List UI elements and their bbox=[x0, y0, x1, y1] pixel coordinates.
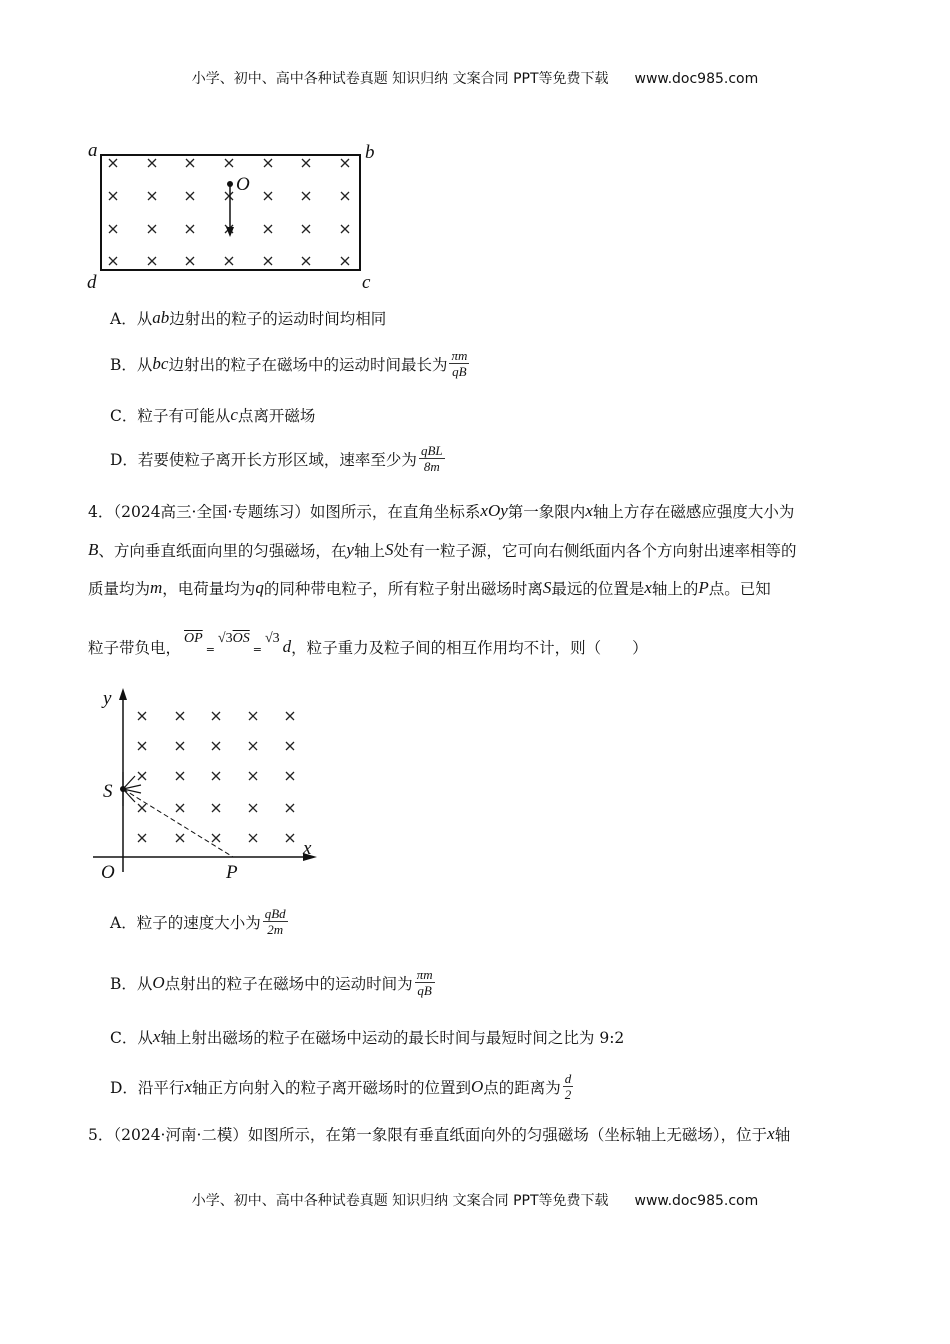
field-cross-mark bbox=[109, 257, 117, 265]
fraction bbox=[263, 906, 288, 937]
label-o: O bbox=[101, 862, 115, 882]
text-segment: 粒子带负电， bbox=[88, 639, 182, 657]
field-cross-mark bbox=[249, 742, 257, 750]
fraction-denominator: 8m bbox=[423, 459, 440, 474]
field-cross-mark bbox=[286, 804, 294, 812]
q5-stem-line-1 bbox=[88, 1123, 790, 1145]
sqrt-sign: √ bbox=[217, 631, 226, 646]
field-cross-mark bbox=[286, 742, 294, 750]
field-cross-mark bbox=[109, 225, 117, 233]
field-cross-mark bbox=[249, 804, 257, 812]
text-segment: 点。已知 bbox=[708, 580, 771, 598]
fraction-numerator: πm bbox=[416, 967, 433, 982]
math-variable: bc bbox=[152, 353, 169, 373]
text-segment: ，电荷量均为 bbox=[162, 580, 256, 598]
q4-option-c[interactable] bbox=[110, 1026, 624, 1048]
field-cross-mark bbox=[225, 159, 233, 167]
field-cross-mark bbox=[138, 834, 146, 842]
label-p: P bbox=[226, 862, 238, 882]
math-variable: x bbox=[184, 1076, 192, 1096]
figure-coordinate-field bbox=[85, 682, 325, 882]
math-variable: x bbox=[585, 501, 593, 520]
field-cross-mark bbox=[302, 159, 310, 167]
field-cross-mark bbox=[138, 742, 146, 750]
q4-stem-line-4 bbox=[88, 631, 648, 658]
field-cross-mark bbox=[286, 834, 294, 842]
sqrt-sign: √ bbox=[264, 631, 273, 646]
page-footer bbox=[0, 1190, 950, 1210]
overline-segment: $\overline{OP}$ bbox=[184, 631, 203, 646]
figure-rect-magnetic-field bbox=[80, 138, 390, 298]
field-cross-mark bbox=[264, 225, 272, 233]
field-cross-mark bbox=[176, 804, 184, 812]
field-cross-mark bbox=[212, 742, 220, 750]
text-segment: 最远的位置是 bbox=[551, 580, 645, 598]
text-segment: B．从 bbox=[110, 355, 153, 374]
field-cross-mark bbox=[264, 257, 272, 265]
text-segment: 边射出的粒子的运动时间均相同 bbox=[169, 310, 387, 328]
text-segment: 4．（2024高三·全国·专题练习）如图所示，在直角坐标系 bbox=[88, 503, 481, 521]
field-cross-mark bbox=[249, 712, 257, 720]
field-cross-mark bbox=[341, 257, 349, 265]
q3-option-c[interactable] bbox=[110, 404, 315, 426]
field-cross-mark bbox=[225, 257, 233, 265]
math-variable: P bbox=[698, 578, 709, 597]
text-segment: 轴上方存在磁感应强度大小为 bbox=[592, 503, 795, 521]
field-cross-mark bbox=[148, 192, 156, 200]
math-variable: B bbox=[88, 540, 99, 559]
footer-text: 小学、初中、高中各种试卷真题 知识归纳 文案合同 PPT等免费下载 bbox=[191, 1193, 609, 1209]
q4-stem-line-2 bbox=[88, 539, 796, 561]
page-header bbox=[0, 68, 950, 88]
fraction-numerator: πm bbox=[451, 348, 468, 363]
field-cross-mark bbox=[212, 804, 220, 812]
field-cross-mark bbox=[138, 804, 146, 812]
field-cross-mark bbox=[148, 225, 156, 233]
text-segment: 轴上的 bbox=[651, 580, 699, 598]
text-segment: 轴正方向射入的粒子离开磁场时的位置到 bbox=[191, 1078, 471, 1097]
math-variable: m bbox=[150, 578, 163, 597]
q3-option-a[interactable] bbox=[110, 307, 386, 329]
q4-option-b[interactable] bbox=[110, 967, 437, 998]
label-d: d bbox=[87, 272, 97, 293]
field-cross-mark bbox=[341, 159, 349, 167]
sqrt-radicand: 3 bbox=[225, 631, 233, 646]
math-variable: c bbox=[230, 405, 238, 424]
footer-url: www.doc985.com bbox=[634, 1193, 759, 1209]
math-variable: x bbox=[767, 1124, 775, 1143]
field-cross-mark bbox=[249, 834, 257, 842]
math-variable: x bbox=[152, 1027, 161, 1046]
field-cross-mark bbox=[212, 712, 220, 720]
text-segment: 的同种带电粒子，所有粒子射出磁场时离 bbox=[263, 580, 543, 598]
field-crosses bbox=[109, 159, 349, 265]
sqrt-expression bbox=[265, 631, 280, 647]
text-segment: A．从 bbox=[110, 310, 153, 328]
text-segment: 质量均为 bbox=[88, 580, 151, 598]
fraction-denominator: 2m bbox=[267, 922, 284, 937]
text-segment: D．若要使粒子离开长方形区域，速率至少为 bbox=[110, 450, 417, 469]
field-cross-mark bbox=[286, 712, 294, 720]
field-crosses bbox=[138, 712, 294, 842]
q4-stem-line-1 bbox=[88, 500, 794, 522]
field-cross-mark bbox=[212, 772, 220, 780]
q4-option-a[interactable] bbox=[110, 906, 290, 937]
field-cross-mark bbox=[341, 192, 349, 200]
label-y: y bbox=[103, 688, 112, 709]
text-segment: 点的距离为 bbox=[483, 1078, 561, 1097]
text-segment: A．粒子的速度大小为 bbox=[110, 913, 261, 932]
math-variable: S bbox=[542, 578, 552, 597]
field-cross-mark bbox=[212, 834, 220, 842]
text-segment: 点射出的粒子在磁场中的运动时间为 bbox=[164, 974, 413, 993]
label-o: O bbox=[236, 174, 250, 195]
field-cross-mark bbox=[302, 225, 310, 233]
field-cross-mark bbox=[138, 712, 146, 720]
field-cross-mark bbox=[176, 712, 184, 720]
field-cross-mark bbox=[264, 192, 272, 200]
text-segment: 处有一粒子源，它可向右侧纸面内各个方向射出速率相等的 bbox=[393, 542, 797, 560]
math-variable: xOy bbox=[480, 501, 508, 520]
text-segment: 轴上 bbox=[353, 542, 385, 560]
text-segment: 、方向垂直纸面向里的匀强磁场，在 bbox=[98, 542, 347, 560]
label-x: x bbox=[303, 838, 312, 859]
math-variable: S bbox=[384, 540, 394, 559]
field-cross-mark bbox=[302, 257, 310, 265]
text-segment: ，粒子重力及粒子间的相互作用均不计，则（ ） bbox=[291, 639, 648, 657]
text-segment: 轴 bbox=[774, 1126, 791, 1144]
fraction-denominator: qB bbox=[417, 983, 432, 998]
fraction-denominator: 2 bbox=[564, 1087, 572, 1102]
equals-sign: = bbox=[205, 642, 215, 656]
field-cross-mark bbox=[186, 225, 194, 233]
equals-sign: = bbox=[252, 642, 262, 656]
field-cross-mark bbox=[186, 159, 194, 167]
field-cross-mark bbox=[186, 257, 194, 265]
q3-option-d[interactable] bbox=[110, 443, 447, 474]
fraction bbox=[415, 967, 435, 998]
math-variable: O bbox=[152, 972, 165, 992]
text-segment: 5．（2024·河南·二模）如图所示，在第一象限有垂直纸面向外的匀强磁场（坐标轴上无磁场），位于 bbox=[88, 1126, 768, 1144]
q4-stem-line-3 bbox=[88, 577, 771, 599]
field-cross-mark bbox=[109, 159, 117, 167]
fraction bbox=[419, 443, 445, 474]
label-c: c bbox=[362, 272, 371, 293]
text-segment: C．从 bbox=[110, 1029, 153, 1047]
header-url: www.doc985.com bbox=[634, 71, 759, 87]
text-segment: 第一象限内 bbox=[507, 503, 586, 521]
y-axis-arrow bbox=[119, 688, 127, 700]
text-segment: C．粒子有可能从 bbox=[110, 407, 231, 425]
field-cross-mark bbox=[176, 742, 184, 750]
header-text: 小学、初中、高中各种试卷真题 知识归纳 文案合同 PPT等免费下载 bbox=[191, 71, 609, 87]
text-segment: 边射出的粒子在磁场中的运动时间最长为 bbox=[168, 355, 448, 374]
sqrt-expression bbox=[218, 631, 250, 647]
fraction-denominator: qB bbox=[452, 364, 467, 379]
math-variable: ab bbox=[152, 308, 170, 327]
field-cross-mark bbox=[286, 772, 294, 780]
field-cross-mark bbox=[176, 834, 184, 842]
q4-option-d[interactable] bbox=[110, 1071, 575, 1102]
text-segment: 轴上射出磁场的粒子在磁场中运动的最长时间与最短时间之比为 9:2 bbox=[160, 1029, 625, 1047]
field-cross-mark bbox=[109, 192, 117, 200]
trajectory-dashed-line bbox=[123, 789, 233, 857]
field-cross-mark bbox=[176, 772, 184, 780]
label-a: a bbox=[88, 140, 98, 161]
math-variable: x bbox=[644, 578, 652, 597]
text-segment: 点离开磁场 bbox=[237, 407, 316, 425]
fraction-numerator: d bbox=[564, 1071, 572, 1086]
q3-option-b[interactable] bbox=[110, 348, 471, 379]
overline-segment: $\overline{OS}$ bbox=[232, 631, 250, 646]
math-variable: O bbox=[471, 1076, 484, 1096]
math-variable: y bbox=[346, 540, 354, 559]
sqrt-radicand: 3 bbox=[272, 631, 280, 646]
field-cross-mark bbox=[186, 192, 194, 200]
fraction bbox=[563, 1071, 574, 1102]
text-segment: B．从 bbox=[110, 974, 153, 993]
field-cross-mark bbox=[249, 772, 257, 780]
fraction bbox=[449, 348, 469, 379]
field-cross-mark bbox=[148, 159, 156, 167]
field-cross-mark bbox=[264, 159, 272, 167]
field-cross-mark bbox=[148, 257, 156, 265]
label-b: b bbox=[365, 142, 375, 163]
field-cross-mark bbox=[302, 192, 310, 200]
point-s bbox=[120, 786, 126, 792]
label-s: S bbox=[103, 781, 113, 802]
math-variable: q bbox=[255, 578, 264, 597]
fraction-numerator: qBL bbox=[420, 443, 443, 458]
text-segment: D．沿平行 bbox=[110, 1078, 185, 1097]
field-cross-mark bbox=[225, 192, 233, 200]
math-variable: d bbox=[282, 637, 292, 656]
fraction-numerator: qBd bbox=[264, 906, 286, 921]
field-cross-mark bbox=[341, 225, 349, 233]
field-cross-mark bbox=[138, 772, 146, 780]
